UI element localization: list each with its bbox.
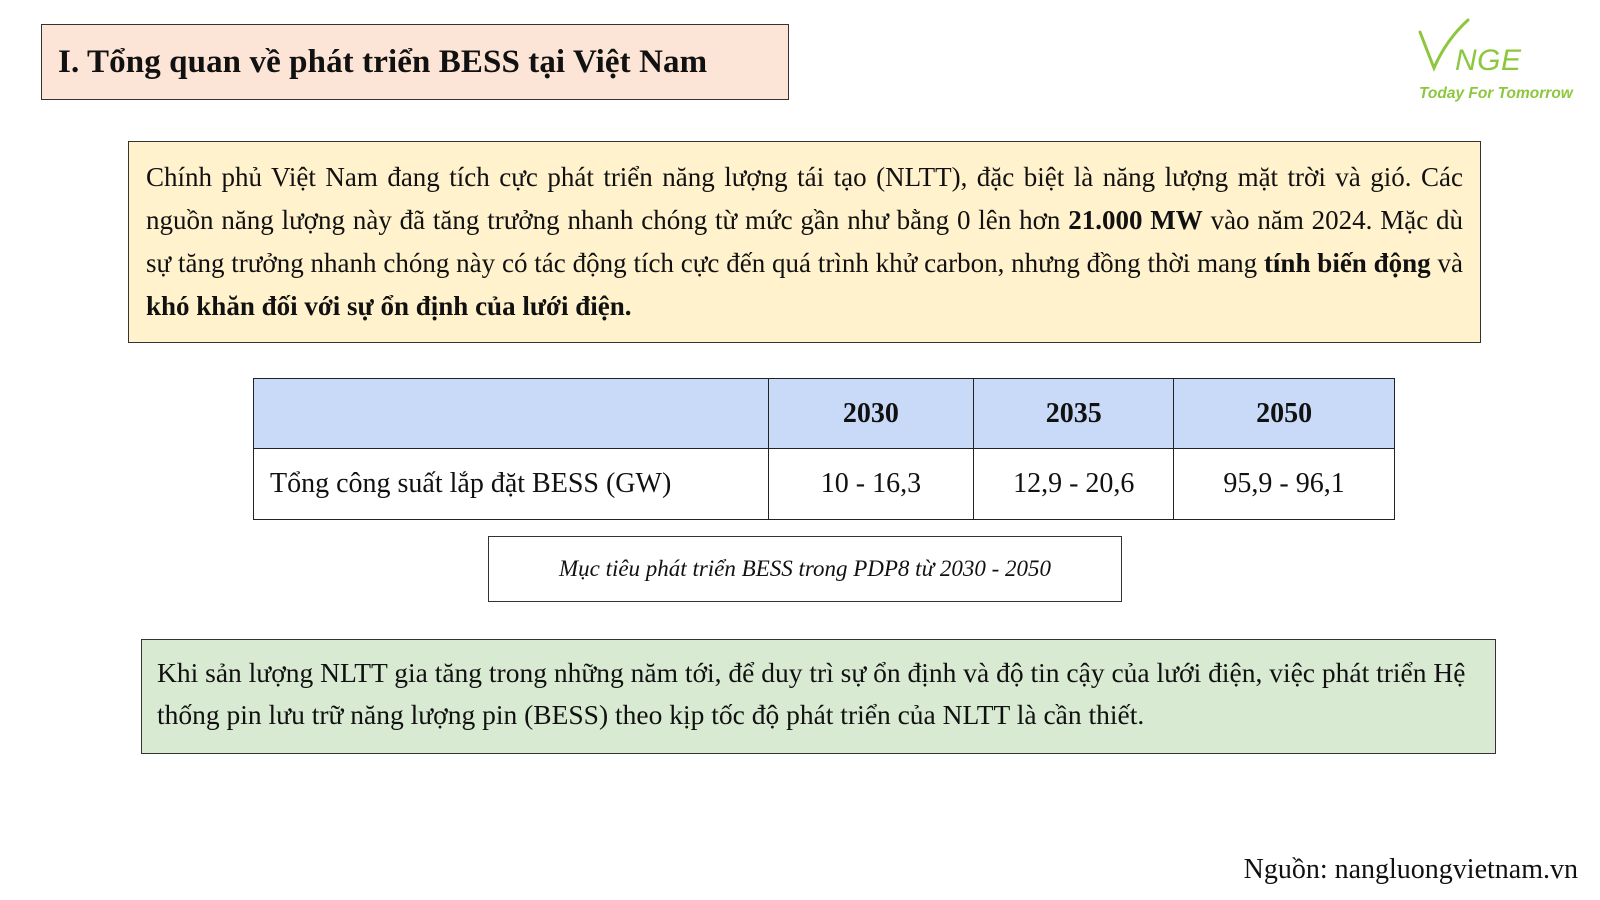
table-header-row — [254, 379, 1395, 449]
table-cell-2035: 12,9 - 20,6 — [974, 449, 1174, 520]
table-header-empty — [254, 379, 769, 449]
vnge-logo — [1410, 18, 1590, 108]
intro-highlight-grid: khó khăn đối với sự ổn định của lưới điện. — [146, 291, 632, 321]
source-citation: Nguồn: nangluongvietnam.vn — [1243, 854, 1578, 885]
intro-highlight-volatility: tính biến động — [1263, 248, 1431, 278]
table-caption-text: Mục tiêu phát triển BESS trong PDP8 từ 2030 - 2050 — [558, 556, 1052, 581]
conclusion-text: Khi sản lượng NLTT gia tăng trong những năm tới, để duy trì sự ổn định và độ tin cậy của lưới điện, việc phát triển Hệ thống pin lưu trữ năng lượng pin (BESS) theo kịp tốc độ phát triển của NLTT là cần thiết. — [157, 657, 1466, 730]
table-header-2030: 2030 — [768, 379, 974, 449]
intro-text-1: Chính phủ Việt Nam đang tích cực phát triển năng lượng tái tạo (NLTT), đặc biệt là năng lượng mặt trời và gió. Các nguồn năng lượng này đã tăng trưởng nhanh chóng từ mức gần như bằng 0 lên hơn — [146, 162, 1463, 235]
intro-text-3: và — [1430, 248, 1464, 278]
table-caption — [488, 536, 1122, 602]
table-row — [254, 449, 1395, 520]
intro-highlight-capacity: 21.000 MW — [1068, 205, 1203, 235]
conclusion-paragraph — [141, 639, 1496, 754]
table-header-2035: 2035 — [974, 379, 1174, 449]
table-row-label: Tổng công suất lắp đặt BESS (GW) — [254, 449, 769, 520]
table-cell-2050: 95,9 - 96,1 — [1174, 449, 1395, 520]
intro-paragraph — [128, 141, 1481, 343]
logo-mark: NGE — [1455, 44, 1522, 77]
slide-title-text: I. Tổng quan về phát triển BESS tại Việt Nam — [58, 43, 708, 80]
slide-title — [41, 24, 789, 100]
bess-target-table — [253, 378, 1395, 520]
table-header-2050: 2050 — [1174, 379, 1395, 449]
logo-tagline: Today For Tomorrow — [1419, 85, 1573, 102]
table-cell-2030: 10 - 16,3 — [768, 449, 974, 520]
intro-text-2: vào năm 2024. Mặc dù sự tăng trưởng nhanh chóng này có tác động tích cực đến quá trình khử carbon, nhưng đồng thời mang — [146, 205, 1464, 278]
